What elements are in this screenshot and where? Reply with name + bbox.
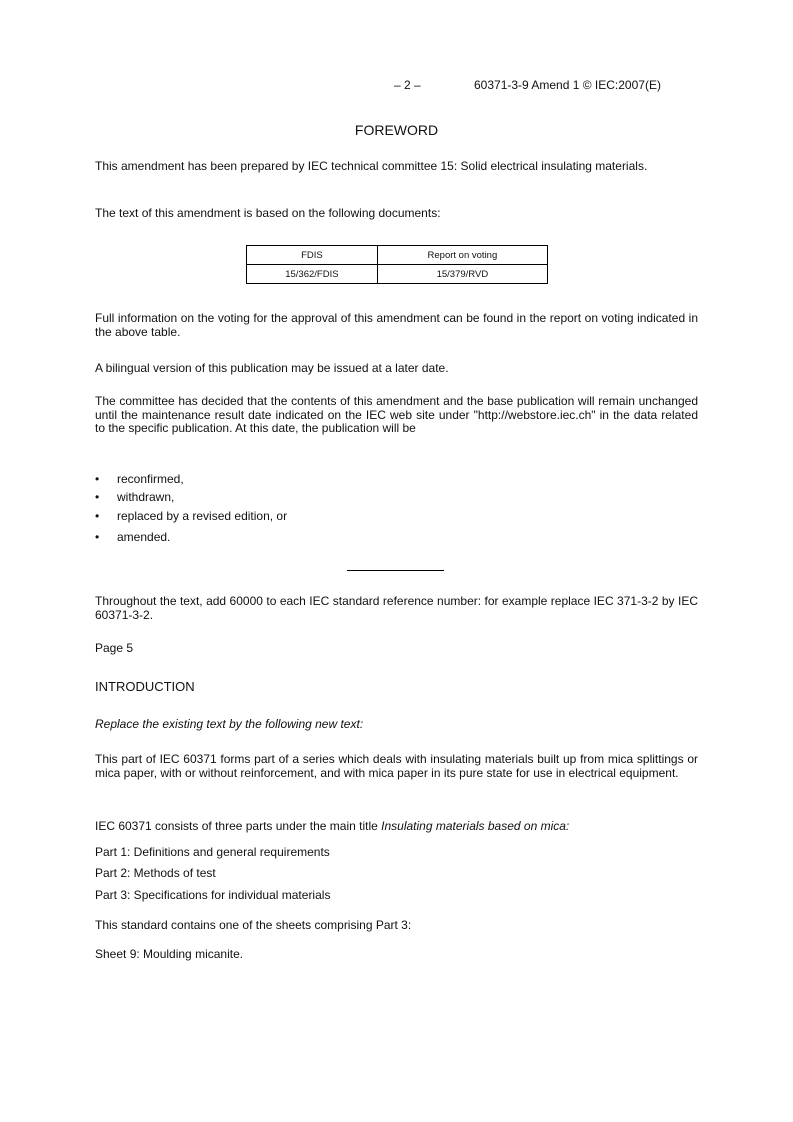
parts-lead-paragraph: IEC 60371 consists of three parts under the main title Insulating materials based on mica: bbox=[95, 819, 570, 833]
bullet-icon: • bbox=[95, 490, 100, 504]
foreword-paragraph-documents: The text of this amendment is based on the following documents: bbox=[95, 206, 441, 220]
page-number: – 2 – bbox=[394, 78, 421, 92]
bullet-icon: • bbox=[95, 530, 100, 544]
section-divider bbox=[347, 570, 444, 571]
bullet-icon: • bbox=[95, 472, 100, 486]
foreword-paragraph-committee: This amendment has been prepared by IEC technical committee 15: Solid electrical insulating materials. bbox=[95, 159, 648, 173]
voting-documents-table bbox=[246, 245, 548, 284]
introduction-heading: INTRODUCTION bbox=[95, 679, 195, 694]
table-header-report: Report on voting bbox=[377, 246, 547, 265]
table-header-fdis: FDIS bbox=[247, 246, 378, 265]
table-row bbox=[247, 265, 548, 284]
bullet-icon: • bbox=[95, 509, 100, 523]
throughout-paragraph: Throughout the text, add 60000 to each IEC standard reference number: for example replace IEC 371-3-2 by IEC 60371-3-2. bbox=[95, 594, 698, 622]
foreword-paragraph-maintenance: The committee has decided that the contents of this amendment and the base publication will remain unchanged until the maintenance result date indicated on the IEC web site under "http://webstore.iec.ch" in the data related to the specific publication. At this date, the publication will be bbox=[95, 394, 698, 435]
replacement-instruction: Replace the existing text by the following new text: bbox=[95, 717, 364, 731]
table-header-row bbox=[247, 246, 548, 265]
part-2-item: Part 2: Methods of test bbox=[95, 866, 216, 880]
document-reference: 60371-3-9 Amend 1 © IEC:2007(E) bbox=[474, 78, 661, 92]
table-cell-fdis: 15/362/FDIS bbox=[247, 265, 378, 284]
foreword-paragraph-bilingual: A bilingual version of this publication may be issued at a later date. bbox=[95, 361, 449, 375]
sheet-item: Sheet 9: Moulding micanite. bbox=[95, 947, 244, 961]
foreword-paragraph-voting: Full information on the voting for the approval of this amendment can be found in the report on voting indicated in the above table. bbox=[95, 311, 698, 339]
main-title: Insulating materials based on mica: bbox=[381, 819, 570, 833]
page-reference: Page 5 bbox=[95, 641, 134, 655]
standard-contains-paragraph: This standard contains one of the sheets comprising Part 3: bbox=[95, 918, 412, 932]
foreword-title: FOREWORD bbox=[354, 122, 439, 138]
introduction-paragraph: This part of IEC 60371 forms part of a series which deals with insulating materials built up from mica splittings or mica paper, with or without reinforcement, and with mica paper in its pure state for use in electrical equipment. bbox=[95, 752, 698, 780]
table-cell-rvd: 15/379/RVD bbox=[377, 265, 547, 284]
part-1-item: Part 1: Definitions and general requirements bbox=[95, 845, 330, 859]
part-3-item: Part 3: Specifications for individual materials bbox=[95, 888, 331, 902]
